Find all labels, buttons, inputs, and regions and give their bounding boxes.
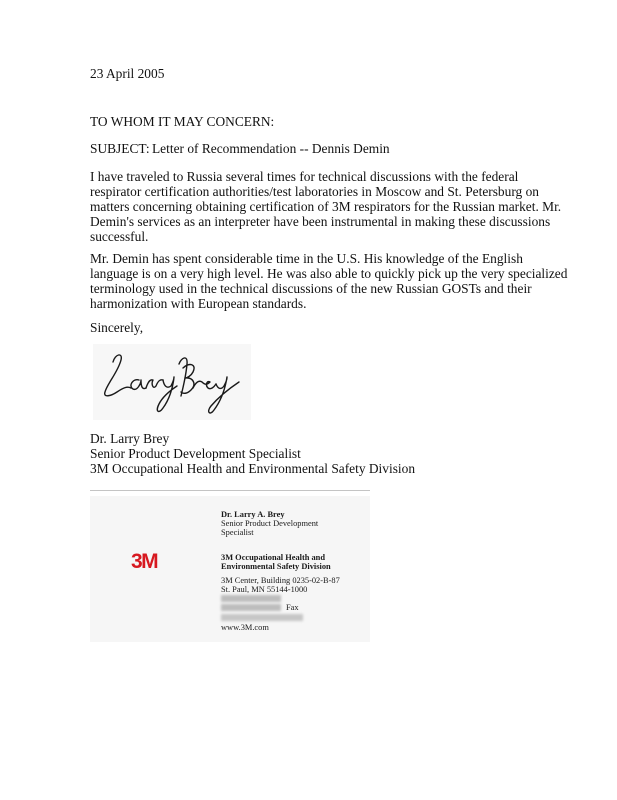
card-website: www.3M.com <box>221 623 269 632</box>
signer-name: Dr. Larry Brey <box>90 431 170 446</box>
signature-block <box>90 431 415 476</box>
business-card <box>90 496 370 642</box>
3m-logo: 3M <box>131 550 158 573</box>
paragraph-2 <box>90 251 568 311</box>
letter-closing: Sincerely, <box>90 320 144 335</box>
signer-title: Senior Product Development Specialist <box>90 446 301 461</box>
card-division-line: Environmental Safety Division <box>221 562 331 571</box>
letter-subject <box>90 141 390 156</box>
paragraph-line: Mr. Demin has spent considerable time in the U.S. His knowledge of the English <box>90 251 523 266</box>
redacted-email <box>221 614 303 621</box>
letter-date: 23 April 2005 <box>90 66 165 81</box>
paragraph-line: matters concerning obtaining certification of 3M respirators for the Russian market. Mr. <box>90 199 562 214</box>
card-title-line: Senior Product Development <box>221 519 319 528</box>
handwritten-signature <box>93 344 251 420</box>
divider-line <box>90 490 370 491</box>
card-name: Dr. Larry A. Brey <box>221 510 285 519</box>
paragraph-line: harmonization with European standards. <box>90 296 307 311</box>
card-title-line: Specialist <box>221 528 254 537</box>
card-fax-label: Fax <box>286 603 299 612</box>
card-division-line: 3M Occupational Health and <box>221 553 325 562</box>
redacted-fax-number <box>221 604 281 611</box>
subject-text: Letter of Recommendation -- Dennis Demin <box>152 141 390 156</box>
redacted-phone <box>221 595 281 602</box>
paragraph-line: Demin's services as an interpreter have been instrumental in making these discussions <box>90 214 551 229</box>
subject-label: SUBJECT: <box>90 141 150 156</box>
paragraph-line: respirator certification authorities/test laboratories in Moscow and St. Petersburg on <box>90 184 539 199</box>
signature-drawing <box>93 344 251 420</box>
card-address-line: 3M Center, Building 0235-02-B-87 <box>221 576 340 585</box>
paragraph-line: language is on a very high level. He was also able to quickly pick up the very specialized <box>90 266 568 281</box>
paragraph-line: successful. <box>90 229 149 244</box>
paragraph-1 <box>90 169 560 244</box>
signer-division: 3M Occupational Health and Environmental Safety Division <box>90 461 416 476</box>
paragraph-line: terminology used in the technical discussions of the new Russian GOSTs and their <box>90 281 532 296</box>
paragraph-line: I have traveled to Russia several times for technical discussions with the federal <box>90 169 519 184</box>
letter-salutation: TO WHOM IT MAY CONCERN: <box>90 114 275 129</box>
card-address-line: St. Paul, MN 55144-1000 <box>221 585 308 594</box>
